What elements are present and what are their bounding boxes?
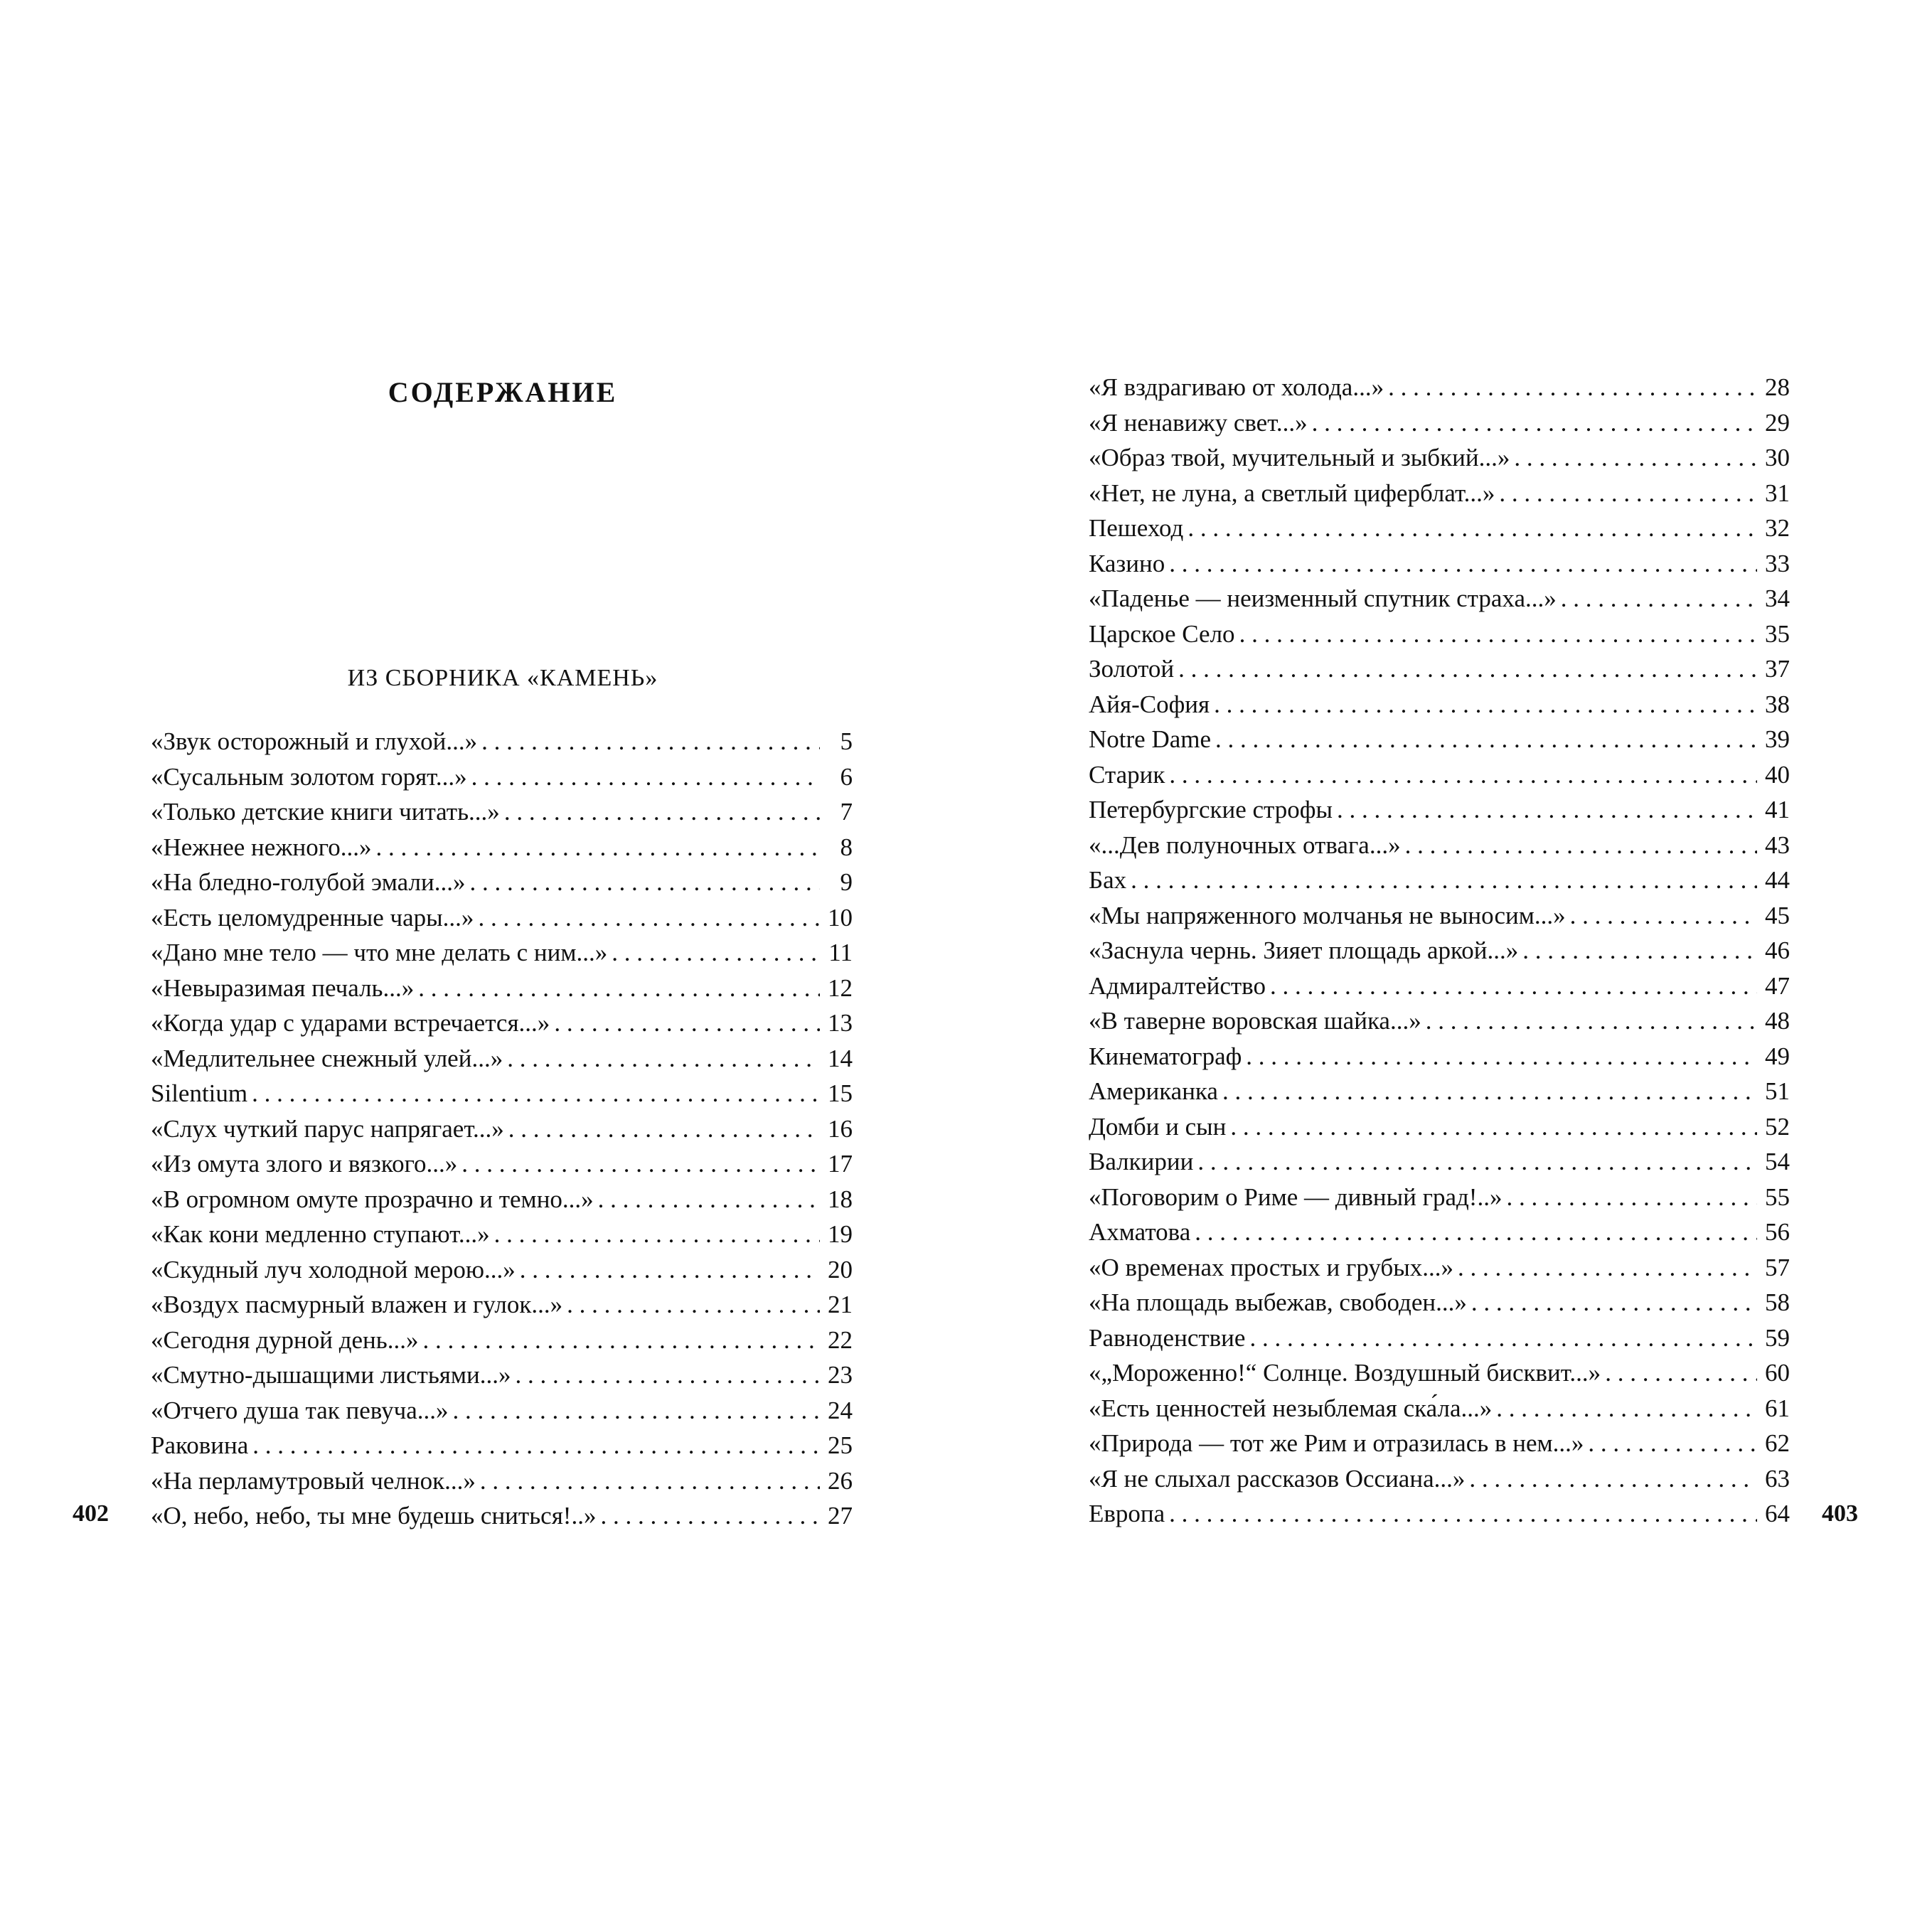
toc-entry [1089,898,1790,934]
toc-entry [1089,757,1790,793]
toc-entry [151,1217,853,1252]
toc-entry-title: Европа [1089,1500,1165,1527]
toc-entry-title: Равноденствие [1089,1323,1246,1352]
toc-entry-page: 6 [840,762,853,791]
toc-entry-title: Старик [1089,760,1165,789]
dot-leader [1337,792,1757,828]
toc-entry-page: 10 [828,903,853,932]
dot-leader [1215,722,1757,757]
toc-entry [151,1498,853,1534]
toc-entry-title: «Я вздрагиваю от холода...» [1089,373,1384,401]
dot-leader [1405,828,1757,863]
dot-leader [504,794,820,830]
toc-entry-page: 9 [840,868,853,896]
toc-entry [151,759,853,795]
toc-entry-page: 18 [828,1185,853,1213]
toc-entry-page: 13 [828,1009,853,1037]
toc-entry-title: «...Дев полуночных отвага...» [1089,831,1401,859]
toc-entry [151,1428,853,1463]
dot-leader [1169,1496,1757,1532]
toc-entry-page: 28 [1765,373,1790,401]
dot-leader [508,1111,820,1147]
toc-entry [151,1076,853,1111]
toc-entry [1089,863,1790,898]
toc-entry [1089,1320,1790,1356]
toc-entry [1089,933,1790,968]
toc-entry [151,1323,853,1358]
toc-entry-title: Notre Dame [1089,725,1212,753]
dot-leader [480,1463,820,1499]
toc-entry [1089,581,1790,617]
toc-entry-title: Раковина [151,1431,249,1459]
toc-entry [1089,687,1790,722]
dot-leader [1561,581,1757,617]
toc-entry [151,794,853,830]
toc-entry-title: «Смутно-дышащими листьями...» [151,1361,511,1389]
dot-leader [1188,511,1757,546]
dot-leader [1169,757,1757,793]
toc-entry-title: «На бледно-голубой эмали...» [151,868,466,896]
toc-entry-page: 54 [1765,1148,1790,1175]
toc-entry [1089,651,1790,687]
dot-leader [1605,1355,1757,1391]
toc-entry [1089,440,1790,476]
toc-entry-page: 57 [1765,1253,1790,1281]
toc-entry-title: «Паденье — неизменный спутник страха...» [1089,585,1557,612]
dot-leader [1249,1320,1757,1356]
toc-entry [1089,828,1790,863]
toc-entry-title: «В таверне воровская шайка...» [1089,1007,1421,1035]
toc-entry-title: Американка [1089,1077,1218,1105]
dot-leader [1388,370,1757,405]
toc-entry-page: 60 [1765,1359,1790,1387]
toc-entry-page: 62 [1765,1429,1790,1457]
dot-leader [1506,1180,1757,1215]
toc-entry-page: 30 [1765,444,1790,471]
toc-entry [1089,617,1790,652]
toc-entry-page: 37 [1765,655,1790,683]
toc-entry [1089,792,1790,828]
toc-entry [1089,1144,1790,1180]
dot-leader [478,900,820,936]
toc-entry [1089,1355,1790,1391]
toc-entry-title: Silentium [151,1079,248,1107]
toc-entry-title: «Есть ценностей незыблемая ска́ла...» [1089,1394,1493,1422]
toc-left-column [151,724,853,1534]
dot-leader [598,1182,820,1217]
toc-entry-page: 34 [1765,585,1790,612]
toc-entry-title: «Как кони медленно ступают...» [151,1220,490,1248]
toc-entry-page: 19 [828,1220,853,1248]
contents-title: СОДЕРЖАНИЕ [388,376,618,408]
toc-entry-page: 12 [828,973,853,1002]
page-number-left: 402 [73,1500,109,1527]
toc-entry-title: Петербургские строфы [1089,796,1333,823]
toc-entry-title: «На перламутровый челнок...» [151,1466,476,1495]
toc-entry-title: «В огромном омуте прозрачно и темно...» [151,1185,594,1213]
toc-entry-page: 8 [840,833,853,861]
toc-entry-title: Пешеход [1089,514,1184,542]
toc-entry-title: «О, небо, небо, ты мне будешь сниться!..» [151,1502,597,1530]
toc-entry-title: «Я не слыхал рассказов Оссиана...» [1089,1464,1466,1493]
dot-leader [461,1146,820,1182]
toc-entry-title: «Невыразимая печаль...» [151,973,415,1002]
toc-entry [151,1287,853,1323]
toc-entry [151,1357,853,1393]
dot-leader [1222,1074,1757,1109]
toc-entry [1089,546,1790,582]
toc-entry-page: 21 [828,1291,853,1318]
dot-leader [1496,1391,1757,1426]
toc-entry [1089,1215,1790,1250]
toc-entry [1089,1461,1790,1497]
dot-leader [375,830,820,865]
dot-leader [418,971,820,1006]
toc-entry-title: «О временах простых и грубых...» [1089,1253,1453,1281]
dot-leader [1270,968,1757,1004]
toc-right-column [1089,370,1790,1532]
toc-entry-title: Золотой [1089,655,1175,683]
dot-leader [452,1393,820,1429]
section-heading: ИЗ СБОРНИКА «КАМЕНЬ» [347,665,658,691]
toc-entry-title: «Из омута злого и вязкого...» [151,1150,458,1178]
dot-leader [252,1076,820,1111]
toc-entry-title: «Сегодня дурной день...» [151,1325,419,1354]
dot-leader [516,1357,820,1393]
toc-entry-title: Айя-София [1089,690,1210,718]
dot-leader [469,865,820,900]
toc-entry-page: 23 [828,1361,853,1389]
toc-entry-title: Домби и сын [1089,1112,1227,1141]
toc-entry-page: 26 [828,1466,853,1495]
toc-entry-page: 25 [828,1431,853,1459]
dot-leader [1499,476,1757,511]
toc-entry-page: 35 [1765,619,1790,648]
toc-entry-page: 32 [1765,514,1790,542]
dot-leader [481,724,820,759]
toc-entry-title: «„Мороженно!“ Солнце. Воздушный бисквит...» [1089,1359,1601,1387]
toc-entry-page: 43 [1765,831,1790,859]
dot-leader [1214,687,1757,722]
toc-entry-page: 5 [840,727,853,755]
toc-entry [151,1182,853,1217]
toc-entry-title: «Нежнее нежного...» [151,833,372,861]
dot-leader [1426,1003,1757,1039]
toc-entry [1089,511,1790,546]
toc-entry [1089,1496,1790,1532]
toc-entry [151,1463,853,1499]
toc-entry-page: 27 [828,1502,853,1530]
toc-entry-page: 51 [1765,1077,1790,1105]
toc-entry-title: «Только детские книги читать...» [151,798,500,826]
dot-leader [1169,546,1757,582]
toc-entry-page: 49 [1765,1042,1790,1070]
toc-entry [1089,370,1790,405]
toc-entry [1089,1003,1790,1039]
toc-entry-page: 56 [1765,1218,1790,1246]
toc-entry [151,935,853,971]
toc-entry-page: 29 [1765,408,1790,437]
toc-entry-page: 24 [828,1396,853,1424]
toc-entry-title: «Звук осторожный и глухой...» [151,727,478,755]
toc-entry-title: «Я ненавижу свет...» [1089,408,1308,437]
toc-entry-title: Валкирии [1089,1148,1194,1175]
toc-entry-title: «Медлительнее снежный улей...» [151,1044,503,1072]
toc-entry-page: 45 [1765,901,1790,929]
dot-leader [520,1252,820,1288]
toc-entry-title: «Образ твой, мучительный и зыбкий...» [1089,444,1510,471]
toc-entry-title: «Природа — тот же Рим и отразилась в нем...» [1089,1429,1584,1457]
dot-leader [1178,651,1757,687]
dot-leader [252,1428,820,1463]
toc-entry-page: 22 [828,1325,853,1354]
toc-entry-title: «Мы напряженного молчанья не выносим...» [1089,901,1566,929]
toc-entry-page: 31 [1765,479,1790,507]
toc-entry-title: «Сусальным золотом горят...» [151,762,467,791]
toc-entry-page: 39 [1765,725,1790,753]
dot-leader [1197,1144,1757,1180]
toc-entry [151,1041,853,1077]
dot-leader [1469,1461,1757,1497]
toc-entry [1089,1109,1790,1145]
dot-leader [612,935,820,971]
toc-entry-title: «Дано мне тело — что мне делать с ним...» [151,939,608,966]
toc-entry-title: «Слух чуткий парус напрягает...» [151,1114,504,1143]
dot-leader [1195,1215,1757,1250]
dot-leader [1312,405,1757,441]
dot-leader [507,1041,820,1077]
dot-leader [1588,1426,1757,1461]
dot-leader [1246,1039,1757,1074]
toc-entry-title: «Поговорим о Риме — дивный град!..» [1089,1183,1503,1211]
dot-leader [471,759,820,795]
toc-entry-page: 52 [1765,1112,1790,1141]
toc-entry [151,1111,853,1147]
toc-entry [1089,1074,1790,1109]
toc-entry-page: 33 [1765,549,1790,577]
page-number-right: 403 [1822,1500,1858,1527]
toc-entry [1089,1285,1790,1320]
toc-entry [151,724,853,759]
dot-leader [1239,617,1757,652]
toc-entry-page: 48 [1765,1007,1790,1035]
toc-entry-page: 41 [1765,796,1790,823]
toc-entry-title: Бах [1089,866,1127,894]
toc-entry [151,865,853,900]
toc-entry-title: «Есть целомудренные чары...» [151,903,474,932]
toc-entry [151,971,853,1006]
toc-entry-page: 61 [1765,1394,1790,1422]
toc-entry-title: «Воздух пасмурный влажен и гулок...» [151,1291,563,1318]
toc-entry-page: 38 [1765,690,1790,718]
dot-leader [1131,863,1757,898]
toc-entry-page: 47 [1765,971,1790,1000]
toc-entry-title: «Отчего душа так певуча...» [151,1396,449,1424]
dot-leader [422,1323,820,1358]
toc-entry-title: Ахматова [1089,1218,1191,1246]
dot-leader [494,1217,820,1252]
toc-entry-title: «Нет, не луна, а светлый циферблат...» [1089,479,1495,507]
dot-leader [1522,933,1757,968]
toc-entry-page: 15 [828,1079,853,1107]
toc-entry [151,1393,853,1429]
toc-entry-title: «На площадь выбежав, свободен...» [1089,1288,1467,1316]
dot-leader [600,1498,820,1534]
toc-entry [151,900,853,936]
toc-entry [151,1252,853,1288]
toc-entry [1089,1039,1790,1074]
toc-entry-title: «Скудный луч холодной мерою...» [151,1255,516,1283]
dot-leader [554,1005,820,1041]
toc-entry-page: 44 [1765,866,1790,894]
toc-entry [151,830,853,865]
toc-entry-page: 63 [1765,1464,1790,1493]
toc-entry-page: 59 [1765,1323,1790,1352]
dot-leader [1458,1250,1757,1286]
dot-leader [1570,898,1757,934]
toc-entry-title: «Когда удар с ударами встречается...» [151,1009,550,1037]
toc-entry-title: Адмиралтейство [1089,971,1266,1000]
toc-entry-page: 20 [828,1255,853,1283]
toc-entry [1089,1426,1790,1461]
toc-entry [1089,1180,1790,1215]
toc-entry-page: 64 [1765,1500,1790,1527]
toc-entry-title: Казино [1089,549,1165,577]
dot-leader [567,1287,820,1323]
toc-entry-title: «Заснула чернь. Зияет площадь аркой...» [1089,936,1519,964]
toc-entry [151,1146,853,1182]
toc-entry-title: Царское Село [1089,619,1235,648]
toc-entry-page: 17 [828,1150,853,1178]
toc-entry-page: 46 [1765,936,1790,964]
toc-entry [1089,476,1790,511]
toc-entry-page: 40 [1765,760,1790,789]
dot-leader [1230,1109,1757,1145]
toc-entry-page: 11 [828,939,853,966]
toc-entry-page: 55 [1765,1183,1790,1211]
toc-entry-page: 7 [840,798,853,826]
toc-entry [1089,1250,1790,1286]
toc-entry-page: 16 [828,1114,853,1143]
toc-entry-title: Кинематограф [1089,1042,1242,1070]
toc-entry [1089,1391,1790,1426]
toc-entry-page: 58 [1765,1288,1790,1316]
dot-leader [1471,1285,1757,1320]
toc-entry [1089,968,1790,1004]
toc-entry [1089,405,1790,441]
toc-entry [1089,722,1790,757]
dot-leader [1514,440,1757,476]
toc-entry-page: 14 [828,1044,853,1072]
toc-entry [151,1005,853,1041]
